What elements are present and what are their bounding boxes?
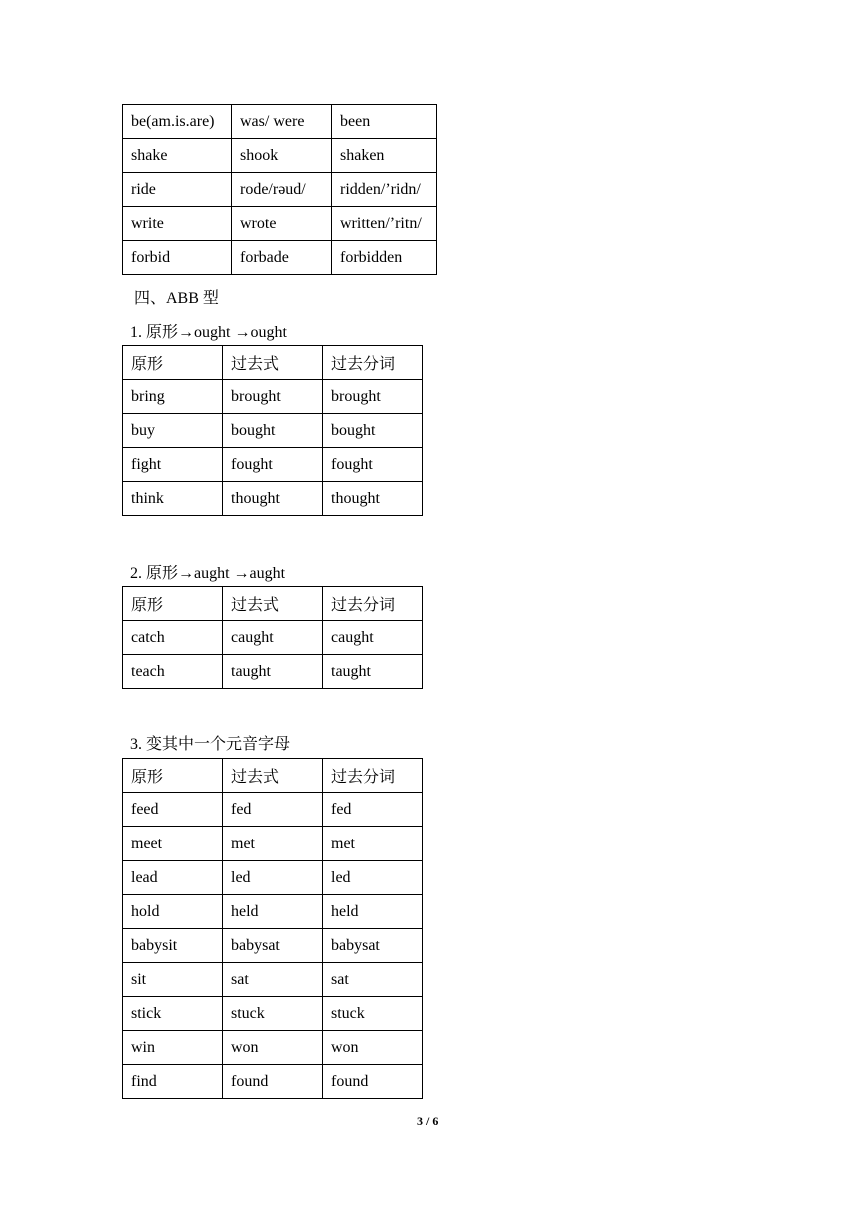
table-row <box>123 482 423 516</box>
table-cell: met <box>323 827 423 861</box>
table-cell: bought <box>323 414 423 448</box>
table-row <box>123 414 423 448</box>
table-cell: write <box>123 207 232 241</box>
verb-table-aught <box>122 586 423 689</box>
column-header: 过去式 <box>223 346 323 380</box>
table-cell: fed <box>223 793 323 827</box>
table-cell: brought <box>323 380 423 414</box>
table-cell: ride <box>123 173 232 207</box>
table-header-row <box>123 759 423 793</box>
subsection-title: 1. 原形→ought →ought <box>130 324 287 341</box>
table-cell: think <box>123 482 223 516</box>
table-header-row <box>123 346 423 380</box>
table-cell: fought <box>323 448 423 482</box>
table-row <box>123 997 423 1031</box>
table-cell: babysat <box>323 929 423 963</box>
table-row <box>123 1065 423 1099</box>
table-row <box>123 621 423 655</box>
verb-table-body <box>123 759 423 1099</box>
table-row <box>123 793 423 827</box>
column-header: 过去式 <box>223 759 323 793</box>
table-row <box>123 105 437 139</box>
table-row <box>123 655 423 689</box>
table-cell: found <box>223 1065 323 1099</box>
table-cell: babysat <box>223 929 323 963</box>
table-row <box>123 241 437 275</box>
table-cell: shaken <box>332 139 437 173</box>
table-row <box>123 173 437 207</box>
table-row <box>123 963 423 997</box>
table-cell: written/’ritn/ <box>332 207 437 241</box>
table-cell: forbid <box>123 241 232 275</box>
verb-table-ought <box>122 345 423 516</box>
table-cell: fed <box>323 793 423 827</box>
table-cell: found <box>323 1065 423 1099</box>
table-cell: ridden/’ridn/ <box>332 173 437 207</box>
table-cell: lead <box>123 861 223 895</box>
table-cell: thought <box>323 482 423 516</box>
table-row <box>123 139 437 173</box>
subsection-title: 3. 变其中一个元音字母 <box>130 736 291 753</box>
table-cell: forbade <box>232 241 332 275</box>
table-row <box>123 827 423 861</box>
table-cell: led <box>323 861 423 895</box>
table-cell: catch <box>123 621 223 655</box>
table-cell: forbidden <box>332 241 437 275</box>
table-cell: teach <box>123 655 223 689</box>
table-cell: bring <box>123 380 223 414</box>
table-cell: stick <box>123 997 223 1031</box>
table-cell: be(am.is.are) <box>123 105 232 139</box>
table-cell: been <box>332 105 437 139</box>
verb-table-body <box>123 105 437 275</box>
table-cell: taught <box>323 655 423 689</box>
verb-table-continued <box>122 104 437 275</box>
table-cell: stuck <box>223 997 323 1031</box>
table-cell: babysit <box>123 929 223 963</box>
table-row <box>123 929 423 963</box>
column-header: 过去分词 <box>323 759 423 793</box>
table-cell: wrote <box>232 207 332 241</box>
table-cell: taught <box>223 655 323 689</box>
column-header: 过去分词 <box>323 346 423 380</box>
table-cell: led <box>223 861 323 895</box>
verb-table-vowel-change <box>122 758 423 1099</box>
subsection-title: 2. 原形→aught →aught <box>130 565 286 582</box>
table-cell: feed <box>123 793 223 827</box>
table-cell: caught <box>223 621 323 655</box>
table-cell: met <box>223 827 323 861</box>
table-cell: thought <box>223 482 323 516</box>
table-cell: won <box>323 1031 423 1065</box>
column-header: 原形 <box>123 759 223 793</box>
table-cell: shake <box>123 139 232 173</box>
column-header: 过去式 <box>223 587 323 621</box>
table-row <box>123 380 423 414</box>
page-number: 3 / 6 <box>417 1114 439 1128</box>
table-cell: buy <box>123 414 223 448</box>
table-row <box>123 207 437 241</box>
table-cell: fight <box>123 448 223 482</box>
table-cell: shook <box>232 139 332 173</box>
table-cell: rode/rəud/ <box>232 173 332 207</box>
column-header: 原形 <box>123 587 223 621</box>
verb-table-body <box>123 587 423 689</box>
table-cell: sat <box>323 963 423 997</box>
table-cell: brought <box>223 380 323 414</box>
table-cell: hold <box>123 895 223 929</box>
table-cell: held <box>223 895 323 929</box>
table-cell: sat <box>223 963 323 997</box>
table-cell: bought <box>223 414 323 448</box>
table-row <box>123 861 423 895</box>
table-cell: caught <box>323 621 423 655</box>
column-header: 过去分词 <box>323 587 423 621</box>
column-header: 原形 <box>123 346 223 380</box>
table-cell: meet <box>123 827 223 861</box>
verb-table-body <box>123 346 423 516</box>
table-cell: find <box>123 1065 223 1099</box>
section-heading: 四、ABB 型 <box>134 290 219 307</box>
table-header-row <box>123 587 423 621</box>
table-row <box>123 895 423 929</box>
table-cell: win <box>123 1031 223 1065</box>
table-cell: held <box>323 895 423 929</box>
table-cell: fought <box>223 448 323 482</box>
table-row <box>123 1031 423 1065</box>
table-cell: stuck <box>323 997 423 1031</box>
table-cell: was/ were <box>232 105 332 139</box>
table-cell: won <box>223 1031 323 1065</box>
table-cell: sit <box>123 963 223 997</box>
table-row <box>123 448 423 482</box>
